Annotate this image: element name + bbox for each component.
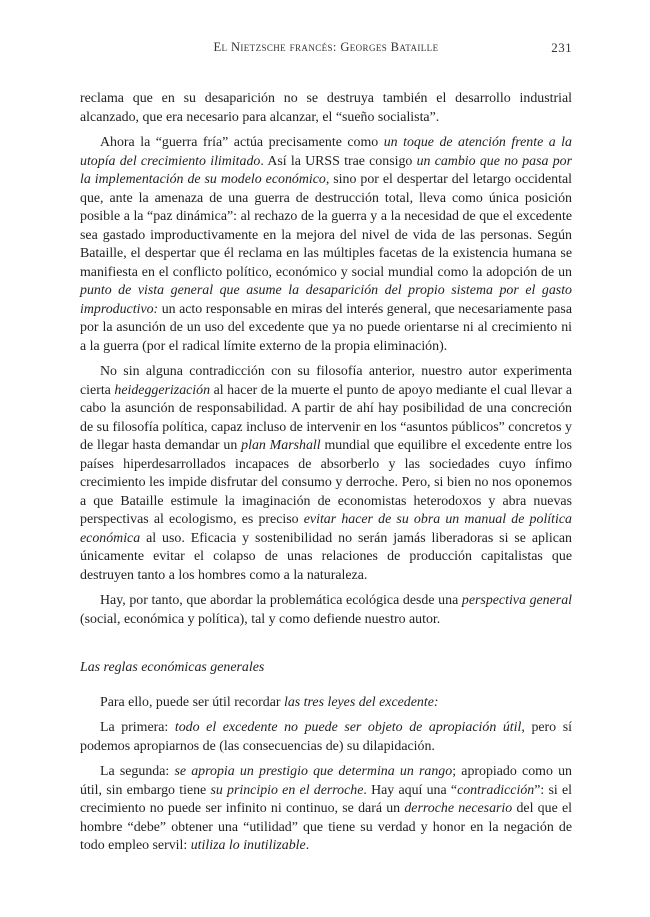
text-run: al uso. Eficacia y sostenibilidad no serán jamás liberadoras si se aplican únicamente evitar el colapso de unas relaciones de producción capitalistas que destruyen tanto a los hombres como a la naturaleza. xyxy=(80,530,572,583)
italic-text: las tres leyes del excedente: xyxy=(283,694,439,710)
text-run: No sin alguna contradicción con su filosofía anterior, nuestro autor experimenta cierta xyxy=(80,364,572,398)
paragraph-2 xyxy=(80,134,572,356)
text-run: reclama que en su desaparición no se destruya también el desarrollo industrial alcanzado, que era necesario para alcanzar, el “sueño socialista”. xyxy=(80,91,572,125)
italic-text: utiliza lo inutilizable xyxy=(190,838,306,853)
text-run: Para ello, puede ser útil recordar xyxy=(100,694,284,710)
paragraph-6 xyxy=(80,719,572,756)
section-heading: Las reglas económicas generales xyxy=(80,660,265,675)
text-run: ”: si el crecimiento no puede ser infinito ni continuo, se dará un xyxy=(80,782,572,816)
text-run: Ahora la “guerra fría” actúa precisamente como xyxy=(100,135,384,150)
text-run: . Hay aquí una “ xyxy=(363,782,458,798)
italic-text: perspectiva general xyxy=(461,593,572,608)
italic-text: contradicción xyxy=(457,782,535,798)
italic-text: heideggerización xyxy=(114,382,211,398)
text-run: ; apropiado como un útil, sin embargo tiene xyxy=(80,764,572,798)
paragraph-4 xyxy=(80,592,572,629)
italic-text: plan Marshall xyxy=(241,438,321,453)
italic-text: se apropia un prestigio que determina un rango xyxy=(174,764,453,779)
page-body xyxy=(80,90,572,863)
text-run: del que el hombre “debe” obtener una “utilidad” que tiene su verdad y honor en la negación de todo empleo servil: xyxy=(80,801,572,853)
text-run: al hacer de la muerte el punto de apoyo mediante el cual llevar a cabo la asunción de responsabilidad. A partir de ahí hay posibilidad de una concreción de su filosofía política, capaz incluso de intervenir en los “asuntos públicos” concretos y de llegar hasta demandar un xyxy=(80,382,572,453)
text-run: , sino por el despertar del letargo occidental que, ante la amenaza de una guerra de destrucción total, lleva como única posición posible a la “paz dinámica”: al rechazo de la guerra y a la necesidad de que el excedente sea gastado improductivamente en la mejora del nivel de vida de las personas. Según Bataille, el despertar que él reclama en las múltiples facetas de la existencia humana se manifiesta en el conflicto político, económico y social mundial como la adopción de un xyxy=(80,172,572,280)
text-run: Hay, por tanto, que abordar la problemática ecológica desde una xyxy=(100,593,462,608)
paragraph-5 xyxy=(80,694,572,713)
text-run: un acto responsable en miras del interés general, que necesariamente pasa por la asunción de un uso del excedente que ya no puede orientarse ni al crecimiento ni a la guerra (por el radical límite externo de la propia eliminación). xyxy=(80,301,572,354)
italic-text: evitar hacer de su obra un manual de política económica xyxy=(80,512,572,546)
text-run: La segunda: xyxy=(100,764,175,779)
text-run: , pero sí podemos apropiarnos de (las consecuencias de) su dilapidación. xyxy=(80,720,572,754)
running-header xyxy=(80,40,572,58)
italic-text: un cambio que no pasa por la implementación de su modelo económico xyxy=(80,153,572,187)
page-number: 231 xyxy=(551,40,572,55)
running-title: El Nietzsche francés: Georges Bataille xyxy=(213,40,439,54)
text-run: . xyxy=(305,838,310,853)
italic-text: punto de vista general que asume la desaparición del propio sistema por el gasto improductivo: xyxy=(80,283,572,317)
italic-text: derroche necesario xyxy=(404,801,513,816)
italic-text: un toque de atención frente a la utopía del crecimiento ilimitado xyxy=(80,135,572,169)
text-run: . Así la URSS trae consigo xyxy=(260,153,417,169)
paragraph-3 xyxy=(80,363,572,585)
paragraph-7 xyxy=(80,763,572,856)
text-run: (social, económica y política), tal y como defiende nuestro autor. xyxy=(80,611,441,627)
text-run: mundial que equilibre el excedente entre los países hiperdesarrollados incapaces de absorberlo y las sociedades cuyo ínfimo crecimiento les impide disfrutar del consumo y derroche. Pero, si bien no nos oponemos a que Bataille estimule la imaginación de economistas heterodoxos y abra nuevas perspectivas al ecologismo, es preciso xyxy=(80,438,572,527)
italic-text: todo el excedente no puede ser objeto de apropiación útil xyxy=(174,720,522,735)
paragraph-1 xyxy=(80,90,572,127)
text-run: La primera: xyxy=(100,720,175,735)
italic-text: su principio en el derroche xyxy=(210,782,364,798)
